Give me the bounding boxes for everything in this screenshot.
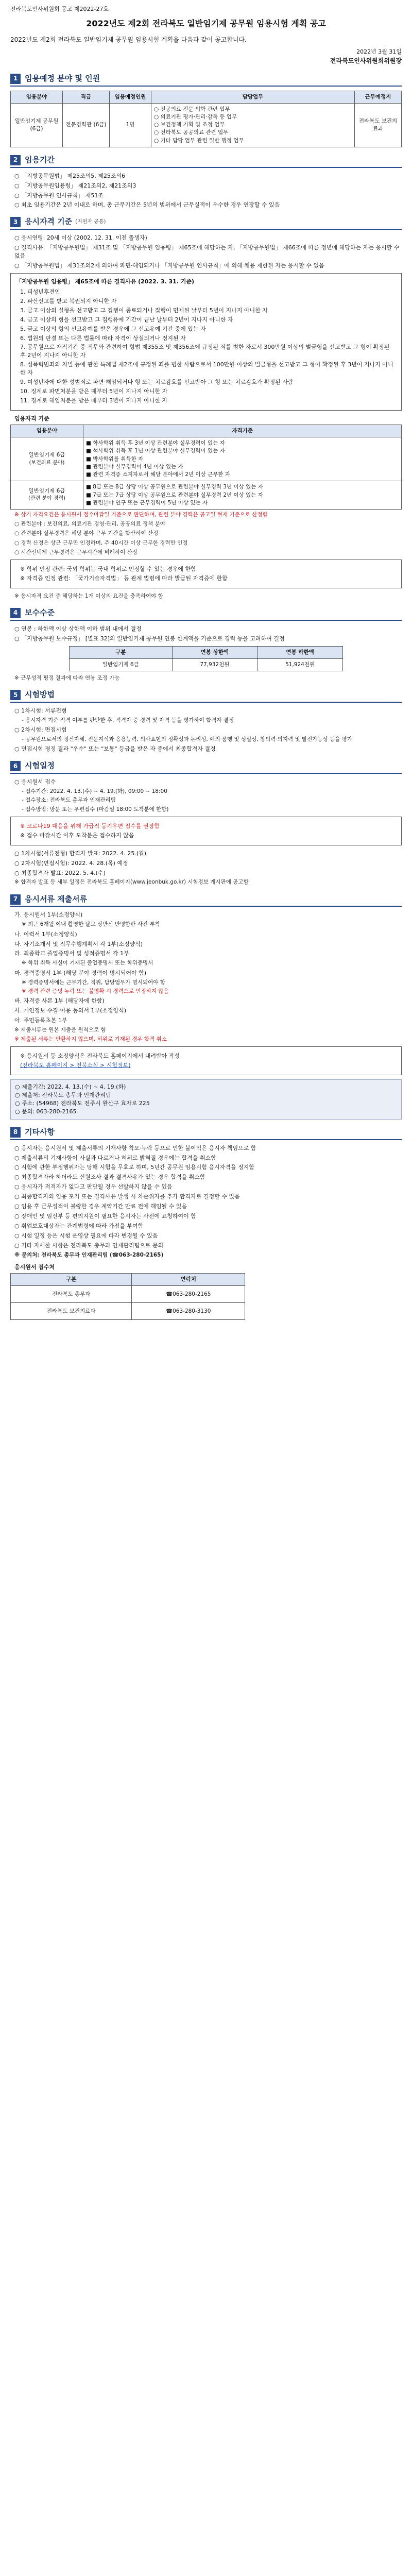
duty-item: ○ 전라북도 공공의료 관련 업무: [154, 129, 229, 136]
list-item: 바. 자격증 사본 1부 (해당자에 한함): [14, 997, 105, 1004]
announce-note: ※ 합격자 발표 등 세부 일정은 전라북도 홈페이지(www.jeonbuk.go.kr) 시험정보 게시판에 공고함: [14, 879, 249, 886]
list-item: ○ 최초 임용기간은 2년 이내로 하며, 총 근무기간은 5년의 범위에서 근무실적이 우수한 경우 연장할 수 있음: [14, 201, 280, 209]
section-title: 임용기간: [25, 155, 55, 164]
list-item: ○ 응시연령: 20세 이상 (2002. 12. 31. 이전 출생자): [14, 234, 147, 242]
qual-section-title: 임용자격 기준: [14, 415, 49, 422]
section-number: 1: [10, 74, 21, 84]
table-cell: ☎063-280-2165: [132, 1286, 245, 1303]
note-item: ○ 관련분야 : 보건의료, 의료기관 경영·관리, 공공의료 정책 분야: [14, 521, 165, 528]
col-header: 담당업무: [151, 91, 355, 103]
list-item: 가. 응시원서 1부(소정양식): [14, 911, 83, 919]
list-item: ○ 시험에 관한 부정행위자는 당해 시험을 무효로 하며, 5년간 공무원 임용시험 응시자격을 정지함: [14, 1164, 254, 1171]
box-item: ※ 코로나19 대응을 위해 가급적 등기우편 접수를 권장함: [20, 822, 160, 829]
criteria-item: ■ 석사학위 취득 후 1년 이상 관련분야 실무경력이 있는 자: [86, 448, 225, 454]
table-row: [11, 481, 402, 510]
contact-table-title: 응시원서 접수처: [14, 1264, 55, 1271]
box-item: 6. 법원의 판결 또는 다른 법률에 따라 자격이 상실되거나 정지된 자: [20, 334, 186, 342]
duty-item: ○ 기타 담당 업무 관련 일반 행정 업무: [154, 137, 244, 144]
col-header: 임용분야: [11, 91, 63, 103]
box-item: 10. 징계로 파면처분을 받은 때부터 5년이 지나지 아니한 자: [20, 388, 168, 395]
list-item: 다. 자기소개서 및 직무수행계획서 각 1부(소정양식): [14, 940, 143, 947]
list-item: - 응시자격 기준 적격 여부를 판단한 후, 적격자 중 경력 및 자격 등을 평가하여 합격자 결정: [22, 717, 234, 724]
criteria-item: ■ 관련 자격증 소지자로서 해당 분야에서 2년 이상 근무한 자: [86, 471, 230, 478]
issuing-org: 전라북도인사위원회위원장: [330, 57, 402, 65]
section-4-header: [10, 607, 402, 621]
qual-field-sub: (관련 분야 경력): [28, 496, 66, 502]
note-item: ※ 근무성적 평정 결과에 따라 연봉 조정 가능: [14, 675, 120, 682]
schedule-note-box: [10, 817, 402, 845]
section-number: 3: [10, 217, 21, 227]
list-item: ○ 문의: 063-280-2165: [15, 1108, 77, 1115]
list-item: ○ 응시자가 적격자가 없다고 판단될 경우 선발하지 않을 수 있음: [14, 1183, 173, 1191]
note-item: ○ 관련분야 실무경력은 해당 분야 근무 기간을 합산하여 산정: [14, 530, 159, 537]
table-cell: 전라북도 보건의료과: [355, 103, 402, 147]
table-cell: 1명: [110, 103, 151, 147]
col-header: 연봉 상한액: [172, 646, 258, 658]
table-row: [11, 103, 402, 147]
list-item: ○ 「지방공무원 보수규정」 [별표 32]의 일반임기제 공무원 연봉 한계액을 기준으로 경력 등을 고려하여 결정: [14, 635, 285, 642]
box-item: 11. 징계로 해임처분을 받은 때부터 3년이 지나지 아니한 자: [20, 397, 168, 404]
box-item: ※ 학위 인정 관련: 국외 학위는 국내 학위로 인정할 수 있는 경우에 한함: [20, 566, 196, 573]
section-title: 보수수준: [25, 608, 55, 618]
list-item: - 공무원으로서의 정신자세, 전문지식과 응용능력, 의사표현의 정확성과 논리성, 예의·품행 및 성실성, 창의력·의지력 및 발전가능성 등을 평가: [22, 736, 352, 743]
note-item: ○ 시간선택제 근무경력은 근무시간에 비례하여 산정: [14, 549, 138, 555]
disqualification-box: [10, 273, 402, 411]
note-item: ※ 제출서류는 원본 제출을 원칙으로 함: [14, 1026, 106, 1033]
list-item: ○ 기타 자세한 사항은 전라북도 총무과 인재관리팀으로 문의: [14, 1242, 164, 1249]
table-cell: [11, 437, 83, 481]
section-3-header: [10, 216, 402, 230]
section-7-header: [10, 894, 402, 907]
section-title: 기타사항: [25, 1127, 55, 1137]
list-item: ○ 「지방공무원 인사규칙」 제51조: [14, 192, 104, 199]
box-title: 「지방공무원 임용령」 제65조에 따른 결격사유 (2022. 3. 31. 기준): [16, 278, 195, 285]
table-row: [11, 1303, 245, 1320]
section-title: 임용예정 분야 및 인원: [25, 73, 100, 83]
list-item: ※ 경력 관련 증빙 누락 또는 불명확 시 경력으로 인정하지 않음: [22, 988, 169, 994]
list-item: ○ 2차시험: 면접시험: [14, 726, 67, 734]
table-row: [70, 658, 343, 671]
recruit-table: [10, 91, 402, 147]
col-header: 근무예정지: [355, 91, 402, 103]
list-item: ○ 제출처: 전라북도 총무과 인재관리팀: [15, 1092, 111, 1099]
list-item: ※ 최근 6개월 이내 촬영한 탈모 상반신 반명함판 사진 부착: [22, 921, 160, 928]
section-1-header: [10, 73, 402, 87]
contact-line: ※ 문의처: 전라북도 총무과 인재관리팀 (☎063-280-2165): [14, 1251, 164, 1258]
list-item: 라. 최종학교 졸업증명서 및 성적증명서 각 1부: [14, 950, 129, 957]
section-8-header: [10, 1127, 402, 1140]
box-item: ※ 응시원서 등 소정양식은 전라북도 홈페이지에서 내려받아 작성: [20, 1053, 180, 1060]
table-row: [11, 1286, 245, 1303]
list-item: ※ 학위 취득 사실이 기재된 졸업증명서 또는 학위증명서: [22, 960, 153, 967]
list-item: ○ 응시원서 접수: [14, 778, 56, 786]
table-cell: [83, 481, 402, 510]
list-item: ○ 2차시험(면접시험): 2022. 4. 28.(목) 예정: [14, 859, 128, 867]
list-item: ○ 연봉 : 하한액 이상 상한액 이하 범위 내에서 결정: [14, 625, 142, 632]
table-header-row: [11, 425, 402, 437]
section-number: 6: [10, 761, 21, 771]
table-cell: 전라북도 총무과: [11, 1286, 132, 1303]
table-cell: [151, 103, 355, 147]
sub-note: ※ 응시자격 요건 중 해당하는 1개 이상의 요건을 충족하여야 함: [14, 592, 163, 599]
notice-date: 2022년 3월 31일: [356, 48, 402, 55]
table-cell: [83, 437, 402, 481]
list-item: ○ 1차시험: 서류전형: [14, 707, 67, 715]
section-title: 시험방법: [25, 690, 55, 700]
list-item: ○ 응시자는 응시원서 및 제출서류의 기재사항 착오·누락 등으로 인한 불이익은 응시자 책임으로 함: [14, 1144, 256, 1151]
criteria-item: ■ 관련분야 실무경력이 4년 이상 있는 자: [86, 463, 183, 470]
list-item: ○ 취업보호대상자는 관계법령에 따라 가점을 부여함: [14, 1223, 144, 1230]
section-2-header: [10, 155, 402, 168]
box-item: 5. 금고 이상의 형의 선고유예를 받은 경우에 그 선고유예 기간 중에 있는 자: [20, 325, 206, 332]
section-6-header: [10, 760, 402, 774]
section-number: 8: [10, 1127, 21, 1138]
box-item: 7. 공무원으로 재직기간 중 직무와 관련하여 형법 제355조 및 제356조에 규정된 죄를 범한 자로서 300만원 이상의 벌금형을 선고받고 그 형이 확정된 후 2년이 지나지 아니한 자: [20, 344, 390, 359]
intro-text: 2022년도 제2회 전라북도 일반임기제 공무원 임용시험 계획을 다음과 같이 공고합니다.: [10, 36, 247, 44]
col-header: 직급: [63, 91, 110, 103]
box-item: 1. 피성년후견인: [20, 288, 60, 295]
table-cell: [11, 103, 63, 147]
duty-item: ○ 전공의료 전문 의학 관련 업무: [154, 106, 230, 112]
homepage-link[interactable]: (전라북도 홈페이지 > 전북소식 > 시험정보): [20, 1062, 131, 1069]
section-number: 5: [10, 690, 21, 700]
col-header: 임용예정인원: [110, 91, 151, 103]
section-5-header: [10, 689, 402, 703]
section-title: 응시자격 기준: [25, 217, 73, 227]
list-item: ○ 「지방공무원임용령」 제21조의2, 제21조의3: [14, 182, 136, 189]
table-header-row: [11, 91, 402, 103]
criteria-item: ■ 7급 또는 7급 상당 이상 공무원으로 관련분야 실무경력 2년 이상 있는 자: [86, 492, 263, 498]
list-item: 마. 경력증명서 1부 (해당 분야 경력이 명시되어야 함): [14, 969, 147, 976]
qual-field: 일반임기제 6급: [28, 452, 65, 459]
section-number: 7: [10, 894, 21, 905]
duty-item: ○ 의료기관 평가·관리·감독 등 업무: [154, 114, 237, 121]
duty-item: ○ 보건정책 기획 및 조정 업무: [154, 122, 225, 128]
list-item: 나. 이력서 1부(소정양식): [14, 930, 77, 938]
section-title: 응시서류 제출서류: [25, 894, 88, 904]
table-header-row: [70, 646, 343, 658]
table-cell: 51,924천원: [258, 658, 343, 671]
col-header: 자격기준: [83, 425, 402, 437]
submission-info: [10, 1079, 402, 1120]
box-item: ※ 자격증 인정 관련: 「국가기술자격법」 등 관계 법령에 따라 발급된 자격증에 한함: [20, 574, 228, 582]
col-header: 임용분야: [11, 425, 83, 437]
list-item: ○ 주소: (54968) 전라북도 전주시 완산구 효자로 225: [15, 1099, 150, 1107]
table-cell: 전문경력관 (6급): [63, 103, 110, 147]
qual-field: 일반임기제 6급: [28, 488, 65, 495]
list-item: ○ 제출기간: 2022. 4. 13.(수) ~ 4. 19.(화): [15, 1083, 126, 1091]
list-item: 아. 주민등록초본 1부: [14, 1016, 67, 1024]
table-cell: 일반임기제 6급: [70, 658, 173, 671]
section-subtitle: (지원자 공통): [75, 219, 106, 225]
contact-table: [10, 1273, 245, 1320]
list-item: ○ 1차시험(서류전형) 합격자 발표: 2022. 4. 25.(월): [14, 850, 147, 857]
list-item: ○ 장애인 및 임신부 등 편의지원이 필요한 응시자는 사전에 요청하여야 함: [14, 1213, 196, 1220]
col-header: 구분: [11, 1274, 132, 1286]
table-row: [11, 437, 402, 481]
note-item: ○ 경력 산정은 상근 근무만 인정하며, 주 40시간 이상 근무한 경력만 인정: [14, 539, 188, 546]
table-cell: [11, 481, 83, 510]
list-item: ○ 최종합격자라 하더라도 신원조사 결과 결격사유가 있는 경우 합격을 취소함: [14, 1174, 205, 1181]
page-title: 2022년도 제2회 전라북도 일반임기제 공무원 임용시험 계획 공고: [86, 18, 326, 28]
box-item: 3. 금고 이상의 실형을 선고받고 그 집행이 종료되거나 집행이 면제된 날부터 5년이 지나지 아니한 자: [20, 307, 268, 314]
criteria-item: ■ 관련분야 연구 또는 근무경력이 5년 이상 있는 자: [86, 499, 208, 506]
section-number: 4: [10, 608, 21, 618]
list-item: ○ 면접시험 평정 결과 "우수" 또는 "보통" 등급을 받은 자 중에서 최종합격자 결정: [14, 745, 216, 753]
salary-table: [69, 646, 343, 671]
list-item: ○ 「지방공무원법」 제31조의2에 의하여 파면·해임되거나 「지방공무원 인사규칙」에 의해 채용 제한된 자는 응시할 수 없음: [14, 262, 324, 269]
table-cell: ☎063-280-3130: [132, 1303, 245, 1320]
criteria-item: ■ 학사학위 취득 후 3년 이상 관련분야 실무경력이 있는 자: [86, 440, 225, 447]
list-item: ※ 경력증명서에는 근무기간, 직위, 담당업무가 명시되어야 함: [22, 979, 165, 986]
list-item: ○ 최종합격자의 임용 포기 또는 결격사유 발생 시 차순위자를 추가 합격자로 결정할 수 있음: [14, 1193, 240, 1200]
field-name: 일반임기제 공무원: [14, 117, 59, 124]
section-number: 2: [10, 155, 21, 165]
list-item: - 접수장소: 전라북도 총무과 인재관리팀: [22, 797, 116, 804]
field-sub: (6급): [30, 125, 43, 132]
list-item: - 접수방법: 방문 또는 우편접수 (마감일 18:00 도착분에 한함): [22, 806, 169, 812]
list-item: ○ 임용 후 근무성적이 불량한 경우 계약기간 만료 전에 해임될 수 있음: [14, 1203, 187, 1210]
table-cell: 77,932천원: [172, 658, 258, 671]
list-item: ○ 최종합격자 발표: 2022. 5. 4.(수): [14, 869, 106, 876]
box-item: ※ 접수 마감시간 이후 도착분은 접수하지 않음: [20, 832, 134, 839]
list-item: ○ 제출서류의 기재사항이 사실과 다르거나 허위로 밝혀질 경우에는 합격을 취소함: [14, 1154, 216, 1161]
criteria-item: ■ 8급 또는 8급 상당 이상 공무원으로 관련분야 실무경력 3년 이상 있는 자: [86, 484, 263, 490]
notice-number: 전라북도인사위원회 공고 제2022-27호: [10, 6, 109, 12]
box-item: 8. 성폭력범죄의 처벌 등에 관한 특례법 제2조에 규정된 죄를 범한 사람으로서 100만원 이상의 벌금형을 선고받고 그 형이 확정된 후 3년이 지나지 아니한 자: [20, 361, 393, 377]
section-title: 시험일정: [25, 761, 55, 771]
criteria-item: ■ 박사학위를 취득한 자: [86, 455, 144, 462]
list-item: - 접수기간: 2022. 4. 13.(수) ~ 4. 19.(화), 09:00 ~ 18:00: [22, 788, 167, 795]
list-item: ○ 시험 일정 등은 시험 운영상 필요에 따라 변경될 수 있음: [14, 1232, 158, 1240]
table-cell: 전라북도 보건의료과: [11, 1303, 132, 1320]
col-header: 연락처: [132, 1274, 245, 1286]
list-item: ○ 결격사유: 「지방공무원법」 제31조 및 「지방공무원 임용령」 제65조에 해당하는 자, 「지방공무원법」 제66조에 따른 정년에 해당하는 자는 응시할 수 없음: [14, 244, 400, 260]
list-item: ○ 「지방공무원법」 제25조의5, 제25조의6: [14, 172, 126, 179]
note-item: ※ 제출된 서류는 반환하지 않으며, 허위로 기재된 경우 합격 취소: [14, 1036, 167, 1042]
col-header: 연봉 하한액: [258, 646, 343, 658]
form-download-box: [10, 1046, 402, 1075]
box-item: 2. 파산선고를 받고 복권되지 아니한 자: [20, 297, 117, 304]
red-note: ※ 상기 자격요건은 응시원서 접수마감일 기준으로 판단하며, 관련 분야 경력은 공고일 현재 기준으로 산정함: [14, 511, 268, 518]
col-header: 구분: [70, 646, 173, 658]
note-box: [10, 560, 402, 588]
table-header-row: [11, 1274, 245, 1286]
box-item: 9. 미성년자에 대한 성범죄로 파면·해임되거나 형 또는 치료감호를 선고받아 그 형 또는 치료감호가 확정된 사람: [20, 379, 294, 386]
list-item: 사. 개인정보 수집·이용 동의서 1부(소정양식): [14, 1007, 127, 1014]
qualification-table: [10, 425, 402, 510]
notice-page: [10, 0, 402, 1320]
qual-field-sub: (보건의료 분야): [29, 460, 65, 466]
box-item: 4. 금고 이상의 형을 선고받고 그 집행유예 기간이 끝난 날부터 2년이 지나지 아니한 자: [20, 316, 233, 323]
